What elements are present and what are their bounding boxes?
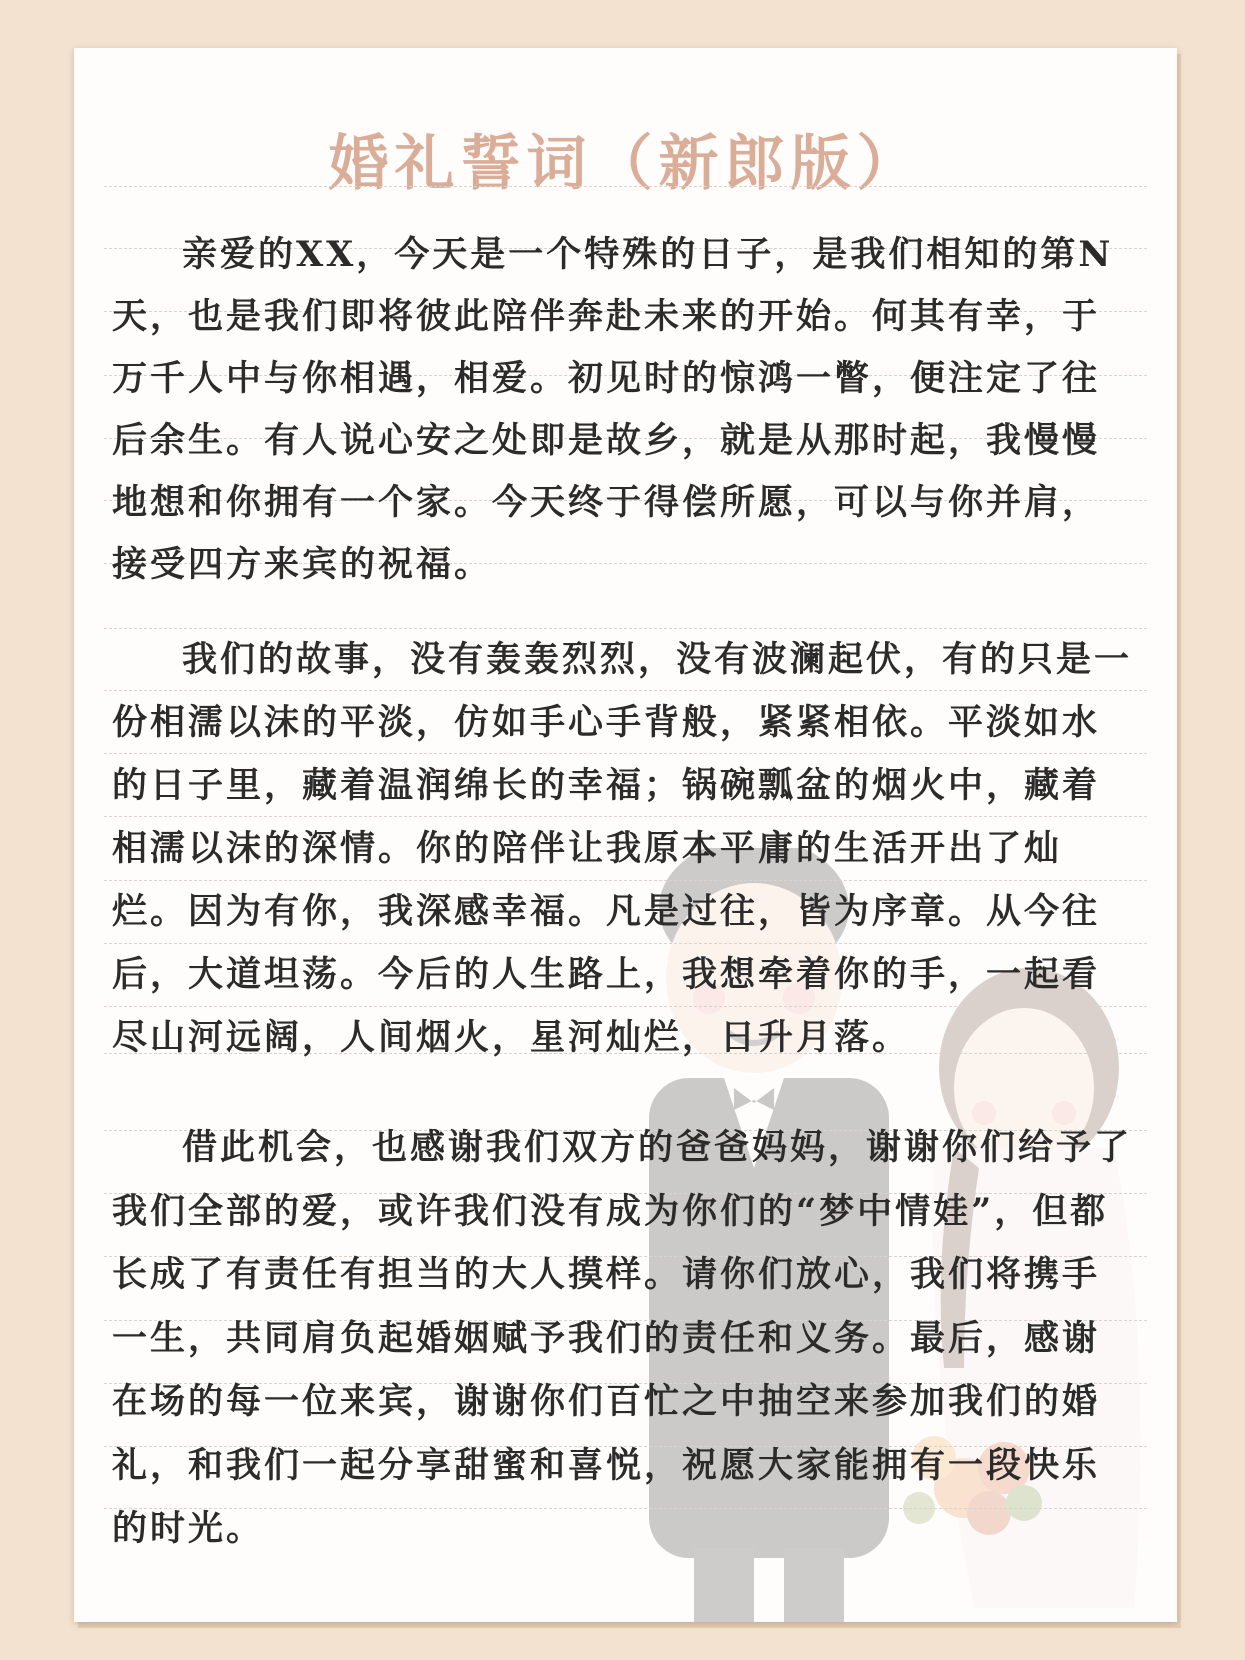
note-paper [74,48,1177,1622]
page-title: 婚礼誓词（新郎版） [328,129,923,199]
vow-paragraph-3: 借此机会，也感谢我们双方的爸爸妈妈，谢谢你们给予了我们全部的爱，或许我们没有成为你们的“梦中情娃”，但都长成了有责任有担当的大人摸样。请你们放心，我们将携手一生，共同肩负起婚姻赋予我们的责任和义务。最后，感谢在场的每一位来宾，谢谢你们百忙之中抽空来参加我们的婚礼，和我们一起分享甜蜜和喜悦，祝愿大家能拥有一段快乐的时光。 [112,1127,1133,1549]
vow-paragraph-1: 亲爱的XX，今天是一个特殊的日子，是我们相知的第N天，也是我们即将彼此陪伴奔赴未来的开始。何其有幸，于万千人中与你相遇，相爱。初见时的惊鸿一瞥，便注定了往后余生。有人说心安之处即是故乡，就是从那时起，我慢慢地想和你拥有一个家。今天终于得偿所愿，可以与你并肩，接受四方来宾的祝福。 [112,234,1114,585]
vow-paragraph-2: 我们的故事，没有轰轰烈烈，没有波澜起伏，有的只是一份相濡以沫的平淡，仿如手心手背般，紧紧相依。平淡如水的日子里，藏着温润绵长的幸福；锅碗瓢盆的烟火中，藏着相濡以沫的深情。你的陪伴让我原本平庸的生活开出了灿烂。因为有你，我深感幸福。凡是过往，皆为序章。从今往后，大道坦荡。今后的人生路上，我想牵着你的手，一起看尽山河远阔，人间烟火，星河灿烂，日升月落。 [112,639,1133,1058]
ruled-line [104,186,1147,187]
